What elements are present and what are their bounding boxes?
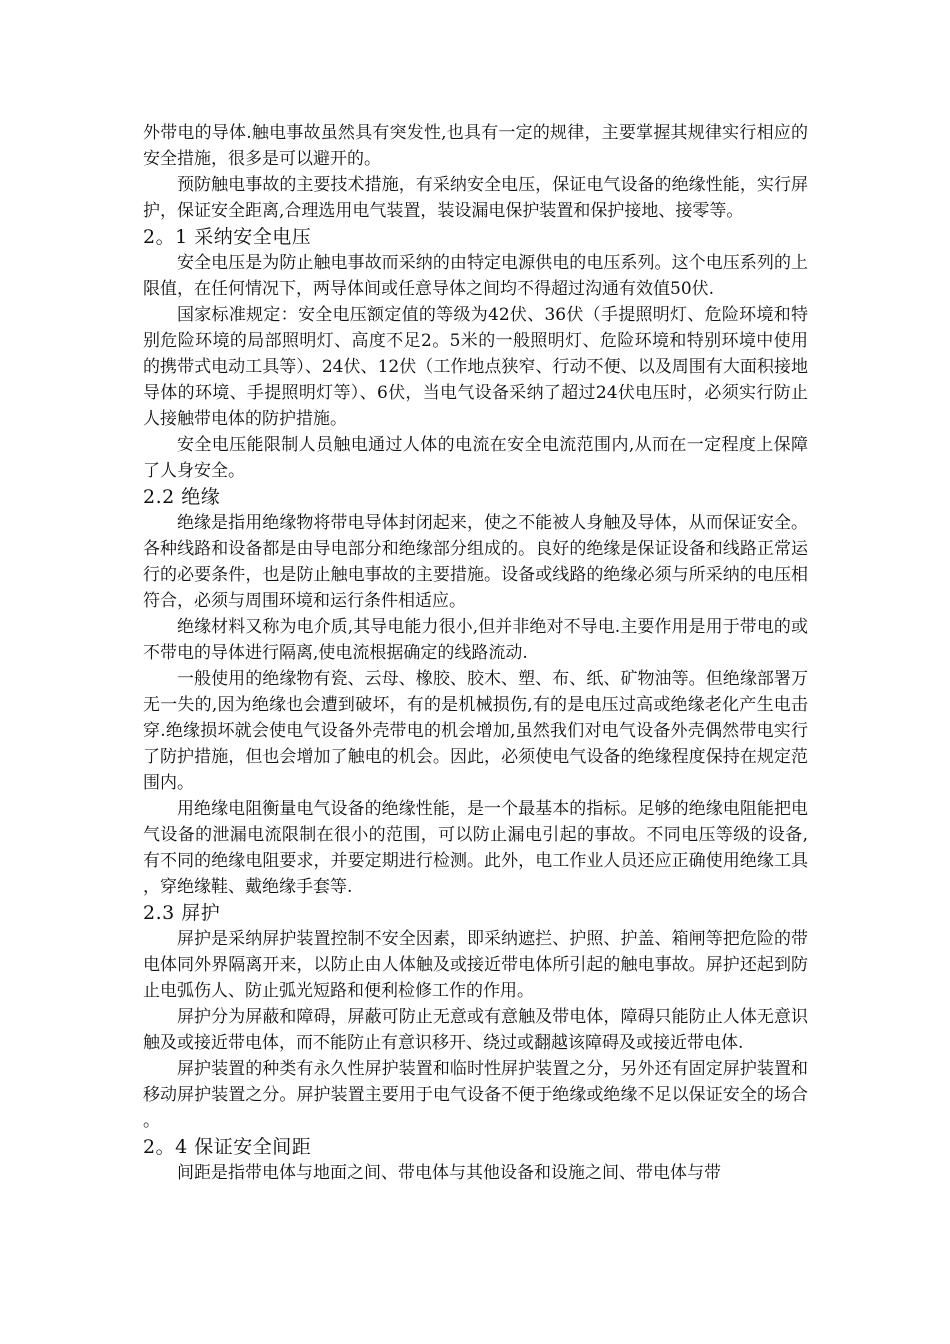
paragraph: 屏护装置的种类有永久性屏护装置和临时性屏护装置之分，另外还有固定屏护装置和移动屏护装置之分。屏护装置主要用于电气设备不便于绝缘或绝缘不足以保证安全的场合。 <box>143 1059 808 1131</box>
section-heading: 2。4 保证安全间距 <box>143 1136 312 1158</box>
paragraph: 绝缘材料又称为电介质,其导电能力很小,但并非绝对不导电.主要作用是用于带电的或不带电的导体进行隔离,使电流根据确定的线路流动. <box>143 617 808 663</box>
paragraph: 绝缘是指用绝缘物将带电导体封闭起来，使之不能被人身触及导体，从而保证安全。各种线路和设备都是由导电部分和绝缘部分组成的。良好的绝缘是保证设备和线路正常运行的必要条件，也是防止触电事故的主要措施。设备或线路的绝缘必须与所采纳的电压相符合，必须与周围环境和运行条件相适应。 <box>143 513 808 611</box>
paragraph: 安全电压是为防止触电事故而采纳的由特定电源供电的电压系列。这个电压系列的上限值，在任何情况下，两导体间或任意导体之间均不得超过沟通有效值50伏. <box>143 253 808 299</box>
document-page <box>143 120 808 1186</box>
paragraph: 外带电的导体.触电事故虽然具有突发性,也具有一定的规律，主要掌握其规律实行相应的安全措施，很多是可以避开的。 <box>143 123 808 169</box>
paragraph: 安全电压能限制人员触电通过人体的电流在安全电流范围内,从而在一定程度上保障了人身安全。 <box>143 435 808 481</box>
paragraph: 屏护是采纳屏护装置控制不安全因素，即采纳遮拦、护照、护盖、箱闸等把危险的带电体同外界隔离开来，以防止由人体触及或接近带电体所引起的触电事故。屏护还起到防止电弧伤人、防止弧光短路和便利检修工作的作用。 <box>143 929 808 1001</box>
paragraph: 一般使用的绝缘物有瓷、云母、橡胶、胶木、塑、布、纸、矿物油等。但绝缘部署万无一失的,因为绝缘也会遭到破坏，有的是机械损伤,有的是电压过高或绝缘老化产生电击穿.绝缘损坏就会使电气设备外壳带电的机会增加,虽然我们对电气设备外壳偶然带电实行了防护措施，但也会增加了触电的机会。因此，必须使电气设备的绝缘程度保持在规定范围内。 <box>143 669 808 793</box>
section-heading: 2.3 屏护 <box>143 902 221 924</box>
paragraph: 间距是指带电体与地面之间、带电体与其他设备和设施之间、带电体与带 <box>177 1163 721 1183</box>
paragraph: 用绝缘电阻衡量电气设备的绝缘性能，是一个最基本的指标。足够的绝缘电阻能把电气设备的泄漏电流限制在很小的范围，可以防止漏电引起的事故。不同电压等级的设备,有不同的绝缘电阻要求，并要定期进行检测。此外，电工作业人员还应正确使用绝缘工具，穿绝缘鞋、戴绝缘手套等. <box>143 799 808 897</box>
paragraph: 国家标准规定：安全电压额定值的等级为42伏、36伏（手提照明灯、危险环境和特别危险环境的局部照明灯、高度不足2。5米的一般照明灯、危险环境和特别环境中使用的携带式电动工具等）、24伏、12伏（工作地点狭窄、行动不便、以及周围有大面积接地导体的环境、手提照明灯等）、6伏，当电气设备采纳了超过24伏电压时，必须实行防止人接触带电体的防护措施。 <box>143 305 808 429</box>
paragraph: 屏护分为屏蔽和障碍，屏蔽可防止无意或有意触及带电体，障碍只能防止人体无意识触及或接近带电体，而不能防止有意识移开、绕过或翻越该障碍及或接近带电体. <box>143 1007 808 1053</box>
paragraph: 预防触电事故的主要技术措施，有采纳安全电压，保证电气设备的绝缘性能，实行屏护，保证安全距离,合理选用电气装置，装设漏电保护装置和保护接地、接零等。 <box>143 175 808 221</box>
section-heading: 2。1 采纳安全电压 <box>143 226 312 248</box>
section-heading: 2.2 绝缘 <box>143 486 221 508</box>
